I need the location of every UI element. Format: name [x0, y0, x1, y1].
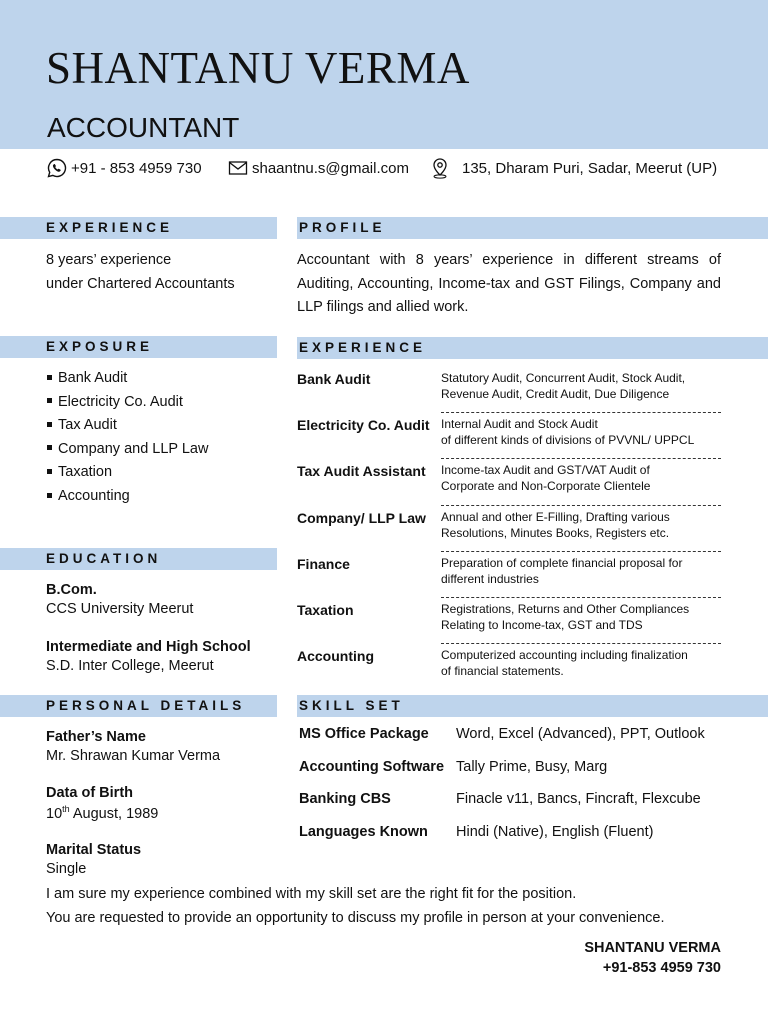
- experience-label: Finance: [297, 555, 350, 572]
- section-personal-details: PERSONAL DETAILS: [0, 695, 277, 717]
- experience-label: Accounting: [297, 648, 374, 665]
- experience-label: Company/ LLP Law: [297, 509, 426, 526]
- list-item: Company and LLP Law: [46, 438, 208, 462]
- candidate-name: SHANTANU VERMA: [46, 43, 470, 93]
- experience-summary-line-2: under Chartered Accountants: [46, 275, 235, 292]
- list-item: Taxation: [46, 461, 208, 485]
- contact-email: [228, 156, 409, 180]
- skill-value: Tally Prime, Busy, Marg: [456, 758, 608, 775]
- skill-label: Accounting Software: [299, 758, 445, 775]
- skill-value: Finacle v11, Bancs, Fincraft, Flexcube: [456, 791, 701, 807]
- skill-label: Languages Known: [299, 823, 428, 840]
- experience-table: [297, 367, 721, 690]
- education-school-2: S.D. Inter College, Meerut: [46, 658, 214, 674]
- signature-phone: +91-853 4959 730: [602, 960, 721, 976]
- marital-status-value: Single: [46, 861, 87, 877]
- skills-table: [299, 726, 705, 856]
- list-item: Electricity Co. Audit: [46, 391, 208, 415]
- experience-description: Annual and other E-Filling, Drafting various Resolutions, Minutes Books, Registers etc.: [441, 506, 721, 552]
- experience-description: Income-tax Audit and GST/VAT Audit of Corporate and Non-Corporate Clientele: [441, 459, 721, 505]
- table-row: [297, 644, 721, 690]
- closing-line-2: You are requested to provide an opportunity to discuss my profile in person at your convenience.: [46, 909, 665, 926]
- closing-statement: [46, 883, 665, 930]
- section-education: EDUCATION: [0, 548, 277, 570]
- section-experience: EXPERIENCE: [297, 337, 768, 359]
- table-row: [299, 726, 705, 759]
- section-profile: PROFILE: [297, 217, 768, 239]
- experience-description: Preparation of complete financial proposal for different industries: [441, 552, 721, 598]
- experience-description: Registrations, Returns and Other Compliances Relating to Income-tax, GST and TDS: [441, 598, 721, 644]
- location-pin-icon: [430, 157, 450, 179]
- dob-label: Data of Birth: [46, 785, 133, 801]
- table-row: [297, 552, 721, 598]
- table-row: [297, 413, 721, 459]
- experience-label: Bank Audit: [297, 371, 371, 387]
- experience-label: Electricity Co. Audit: [297, 417, 430, 434]
- skill-label: MS Office Package: [299, 726, 429, 742]
- education-degree-1: B.Com.: [46, 582, 97, 598]
- father-name-value: Mr. Shrawan Kumar Verma: [46, 748, 221, 764]
- experience-description: Computerized accounting including finalization of financial statements.: [441, 648, 688, 679]
- experience-summary-line-1: 8 years’ experience: [46, 252, 172, 268]
- contact-phone: [47, 156, 202, 180]
- signature-name: SHANTANU VERMA: [584, 940, 721, 956]
- contact-address: [430, 156, 717, 180]
- experience-summary-text: [46, 249, 235, 296]
- phone-text: +91 - 853 4959 730: [71, 159, 202, 177]
- skill-value: Word, Excel (Advanced), PPT, Outlook: [456, 726, 705, 742]
- father-name-label: Father’s Name: [46, 729, 146, 745]
- section-exposure: EXPOSURE: [0, 336, 277, 358]
- table-row: [297, 506, 721, 552]
- section-experience-summary: EXPERIENCE: [0, 217, 277, 239]
- experience-description: Internal Audit and Stock Audit of different kinds of divisions of PVVNL/ UPPCL: [441, 413, 721, 459]
- profile-text: Accountant with 8 years’ experience in different streams of Auditing, Accounting, Income-tax and GST Filings, Company and LLP filings and allied work.: [297, 252, 721, 315]
- table-row: [297, 598, 721, 644]
- education-degree-2: Intermediate and High School: [46, 639, 251, 655]
- table-row: [299, 791, 705, 824]
- closing-line-1: I am sure my experience combined with my skill set are the right fit for the position.: [46, 886, 577, 902]
- email-text: shaantnu.s@gmail.com: [252, 159, 409, 177]
- experience-label: Tax Audit Assistant: [297, 463, 426, 480]
- mail-icon: [228, 158, 248, 178]
- marital-status-label: Marital Status: [46, 842, 142, 858]
- whatsapp-icon: [47, 158, 67, 178]
- list-item: Tax Audit: [46, 414, 208, 438]
- skill-label: Banking CBS: [299, 791, 391, 807]
- dob-value: 10th August, 1989: [46, 804, 159, 822]
- experience-description: Statutory Audit, Concurrent Audit, Stock Audit, Revenue Audit, Credit Audit, Due Diligence: [441, 367, 721, 413]
- section-skill-set: SKILL SET: [297, 695, 768, 717]
- table-row: [299, 759, 705, 792]
- list-item: Bank Audit: [46, 367, 208, 391]
- signature-block: [584, 938, 721, 978]
- table-row: [297, 459, 721, 505]
- exposure-list: [46, 367, 208, 509]
- education-school-1: CCS University Meerut: [46, 601, 194, 617]
- table-row: [297, 367, 721, 413]
- job-title: ACCOUNTANT: [47, 112, 240, 143]
- address-text: 135, Dharam Puri, Sadar, Meerut (UP): [462, 159, 718, 177]
- table-row: [299, 824, 705, 857]
- list-item: Accounting: [46, 485, 208, 509]
- experience-label: Taxation: [297, 601, 354, 618]
- skill-value: Hindi (Native), English (Fluent): [456, 823, 654, 840]
